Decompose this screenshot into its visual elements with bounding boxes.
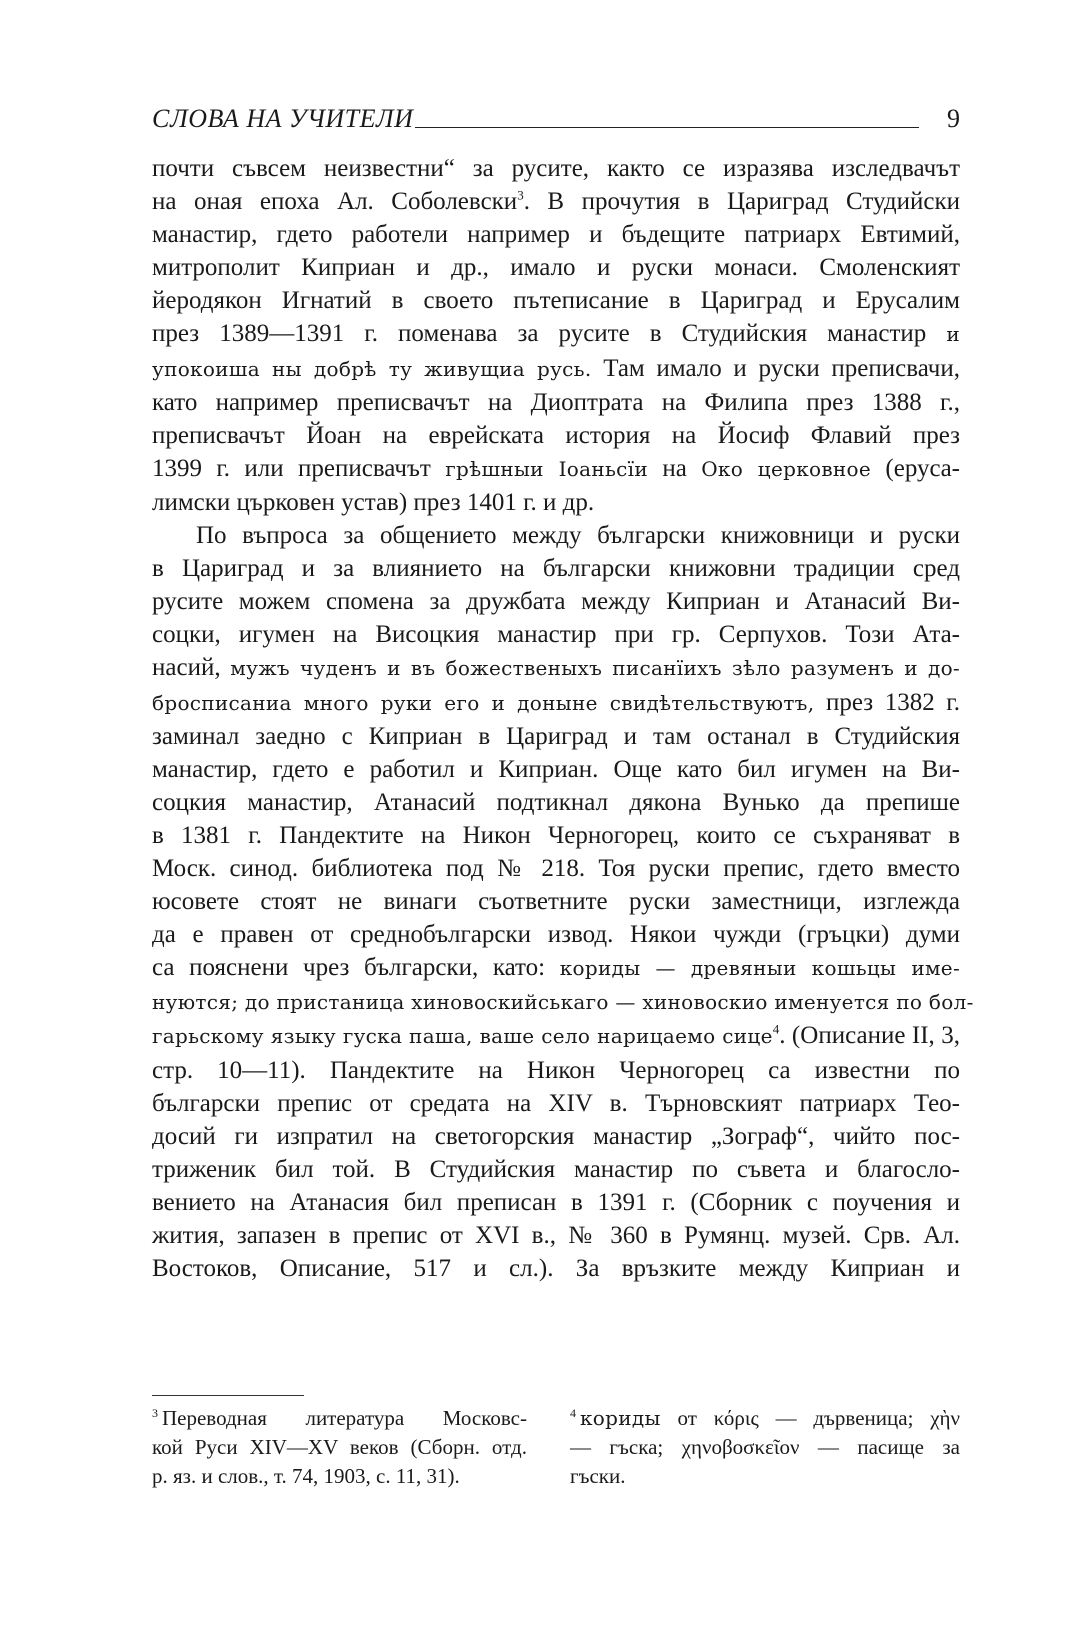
running-head <box>152 92 960 132</box>
text-line: лимски църковен устав) през 1401 г. и др. <box>152 488 595 516</box>
text-line: Востоков, Описание, 517 и сл.). За връзките между Киприан и <box>152 1255 960 1283</box>
footnote-ref-4[interactable]: 4 <box>772 1022 780 1038</box>
text-line: По въпроса за общението между български книжовници и руски <box>196 522 960 550</box>
text-line: български препис от средата на XIV в. Търновският патриарх Тео- <box>152 1089 960 1117</box>
text-line: упокоиша ны добрѣ ту живущиа русь. Там имало и руски преписвачи, <box>152 354 960 382</box>
footnote-mark: 3 <box>152 1406 158 1420</box>
text-line: бросписаниа много руки его и доныне свидѣтельствуютъ, през 1382 г. <box>152 688 960 716</box>
text-line: гарьскому языку гуска паша, ваше село нарицаемо сице$^4$. (Описание II, 3, <box>152 1022 961 1050</box>
text-line: през 1389—1391 г. поменава за русите в Студийския манастир и <box>152 320 960 348</box>
text-line: йеродякон Игнатий в своето пътеписание в Цариград и Ерусалим <box>152 287 960 315</box>
footnote-ref-3[interactable]: 3 <box>517 187 524 203</box>
text-line: юсовете стоят не винаги съответните руски заместници, изглежда <box>152 888 960 916</box>
church-slavonic-quote: кориды — древяныи кошьцы име- <box>559 956 960 981</box>
paragraph-1 <box>152 152 960 519</box>
text-line: нуются; до пристаница хиновоскийськаго — хиновоскио именуется по бол- <box>152 990 974 1015</box>
footnote-line: $^3$ Переводная литература Московс- <box>152 1406 527 1430</box>
text-line: 1399 г. или преписвачът грѣшныи Іоаньсїи на Око церковное (ерусa- <box>152 454 961 482</box>
text-line: триженик бил той. В Студийския манастир по съвета и благосло- <box>152 1155 960 1183</box>
text-line: манастир, гдето работели например и бъдещите патриарх Евтимий, <box>152 221 960 249</box>
running-title: СЛОВА НА УЧИТЕЛИ <box>152 104 414 133</box>
page-number: 9 <box>947 104 960 133</box>
running-head-rule <box>415 127 919 128</box>
text-line: в 1381 г. Пандектите на Никон Черногорец, които се съхраняват в <box>152 821 960 849</box>
footnote-line: $^4$ кориды от κόρις — дървеница; χὴν <box>570 1406 960 1430</box>
footnote-line: — гъска; χηνοβοσκεῖον — пасище за <box>570 1435 960 1459</box>
text-line: жития, запазен в препис от XVI в., № 360 в Румянц. музей. Срв. Ал. <box>152 1222 960 1249</box>
text-line: митрополит Киприан и др., имало и руски монаси. Смоленският <box>152 254 960 282</box>
text-line: почти съвсем неизвестни“ за русите, както се изразява изследвачът <box>152 155 960 182</box>
footnote-line: р. яз. и слов., т. 74, 1903, с. 11, 31). <box>152 1464 460 1488</box>
text-line: насий, мужъ чуденъ и въ божественыхъ писанїихъ зѣло разуменъ и до- <box>152 654 960 682</box>
footnote-4 <box>570 1404 960 1491</box>
body-text <box>152 152 974 1285</box>
footnotes <box>152 1404 960 1491</box>
footnote-line: кой Руси XIV—XV веков (Сборн. отд. <box>152 1435 527 1459</box>
text-line: досий ги изпратил на светогорския манастир „Зограф“, чийто пос- <box>152 1122 960 1150</box>
footnote-separator <box>152 1395 304 1396</box>
footnote-line: гъски. <box>570 1464 626 1488</box>
footnote-mark: 4 <box>570 1406 576 1420</box>
text-line: соцкия манастир, Атанасий подтикнал дякона Вунько да препише <box>152 788 960 816</box>
text-line: манастир, гдето е работил и Киприан. Още като бил игумен на Ви- <box>152 755 960 783</box>
church-slavonic-quote: упокоиша ны добрѣ ту живущиа русь. <box>152 356 592 381</box>
paragraph-2 <box>152 519 974 1285</box>
text-line: са пояснени чрез български, като: кориды — древяныи кошьцы име- <box>152 954 960 982</box>
text-line: като например преписвачът на Диоптрата на Филипа през 1388 г., <box>152 388 960 416</box>
text-line: в Цариград и за влиянието на български книжовни традиции сред <box>152 555 960 583</box>
text-line: да е правен от среднобългарски извод. Някои чужди (гръцки) думи <box>152 921 960 949</box>
text-line: преписвачът Йоан на еврейската история на Йосиф Флавий през <box>152 421 960 449</box>
text-line: на оная епоха Ал. Соболевски$^3$. В прочутия в Цариград Студийски <box>152 187 960 216</box>
footnote-3 <box>152 1404 527 1491</box>
text-line: русите можем спомена за дружбата между Киприан и Атанасий Ви- <box>152 588 960 616</box>
text-line: заминал заедно с Киприан в Цариград и там останал в Студийския <box>152 722 960 750</box>
text-line: стр. 10—11). Пандектите на Никон Черногорец са известни по <box>152 1056 960 1084</box>
text-line: вението на Атанасия бил преписан в 1391 г. (Сборник с поучения и <box>152 1188 960 1216</box>
church-slavonic-quote: мужъ чуденъ и въ божественыхъ писанїихъ зѣло разуменъ и до- <box>230 656 960 681</box>
text-line: соцки, игумен на Висоцкия манастир при гр. Серпухов. Този Ата- <box>152 621 960 649</box>
text-line: Моск. синод. библиотека под № 218. Тоя руски препис, гдето вместо <box>152 854 960 882</box>
